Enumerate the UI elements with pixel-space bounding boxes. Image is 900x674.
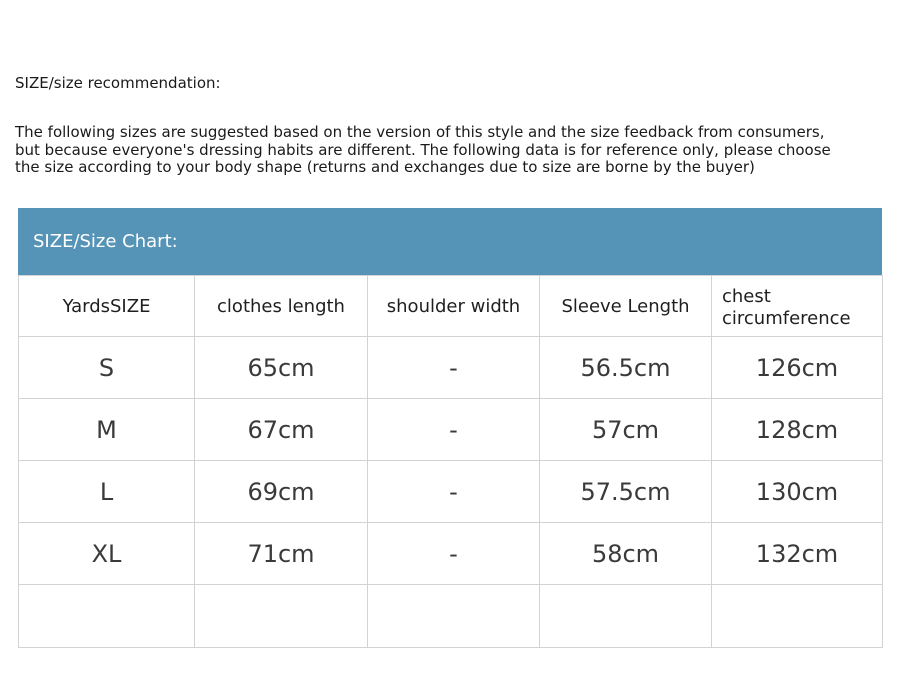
- clothes-length-cell: 65cm: [195, 337, 368, 399]
- chest-circumference-cell: 128cm: [712, 399, 883, 461]
- chest-header-line: chest: [722, 286, 771, 307]
- chest-circumference-cell: 132cm: [712, 523, 883, 585]
- empty-cell: [712, 585, 883, 648]
- column-header-chest-circumference: [712, 276, 883, 337]
- table-row: [19, 523, 883, 585]
- shoulder-width-cell: -: [368, 399, 540, 461]
- size-cell: S: [19, 337, 195, 399]
- chest-circumference-cell: 130cm: [712, 461, 883, 523]
- table-header-row: [19, 276, 883, 337]
- sleeve-length-cell: 58cm: [540, 523, 712, 585]
- size-notice: [15, 124, 895, 177]
- shoulder-width-cell: -: [368, 337, 540, 399]
- table-row: [19, 399, 883, 461]
- table-row: [19, 461, 883, 523]
- sleeve-length-cell: 56.5cm: [540, 337, 712, 399]
- notice-line: the size according to your body shape (returns and exchanges due to size are borne by the buyer): [15, 158, 755, 176]
- shoulder-width-cell: -: [368, 461, 540, 523]
- empty-cell: [195, 585, 368, 648]
- column-header-shoulder-width: shoulder width: [368, 276, 540, 337]
- table-row-empty: [19, 585, 883, 648]
- size-chart-title: SIZE/Size Chart:: [18, 208, 882, 275]
- size-cell: M: [19, 399, 195, 461]
- chest-circumference-cell: 126cm: [712, 337, 883, 399]
- notice-line: but because everyone's dressing habits are different. The following data is for reference only, please choose: [15, 140, 831, 159]
- size-chart: [18, 208, 882, 648]
- clothes-length-cell: 67cm: [195, 399, 368, 461]
- empty-cell: [368, 585, 540, 648]
- size-cell: L: [19, 461, 195, 523]
- sleeve-length-cell: 57cm: [540, 399, 712, 461]
- table-row: [19, 337, 883, 399]
- shoulder-width-cell: -: [368, 523, 540, 585]
- sleeve-length-cell: 57.5cm: [540, 461, 712, 523]
- column-header-sleeve-length: Sleeve Length: [540, 276, 712, 337]
- size-recommendation-heading: SIZE/size recommendation:: [15, 74, 221, 92]
- empty-cell: [540, 585, 712, 648]
- clothes-length-cell: 71cm: [195, 523, 368, 585]
- column-header-size: YardsSIZE: [19, 276, 195, 337]
- size-table: [18, 275, 883, 648]
- clothes-length-cell: 69cm: [195, 461, 368, 523]
- column-header-clothes-length: clothes length: [195, 276, 368, 337]
- notice-line: The following sizes are suggested based on the version of this style and the size feedback from consumers,: [15, 123, 825, 141]
- empty-cell: [19, 585, 195, 648]
- size-cell: XL: [19, 523, 195, 585]
- chest-header-line: circumference: [722, 308, 851, 329]
